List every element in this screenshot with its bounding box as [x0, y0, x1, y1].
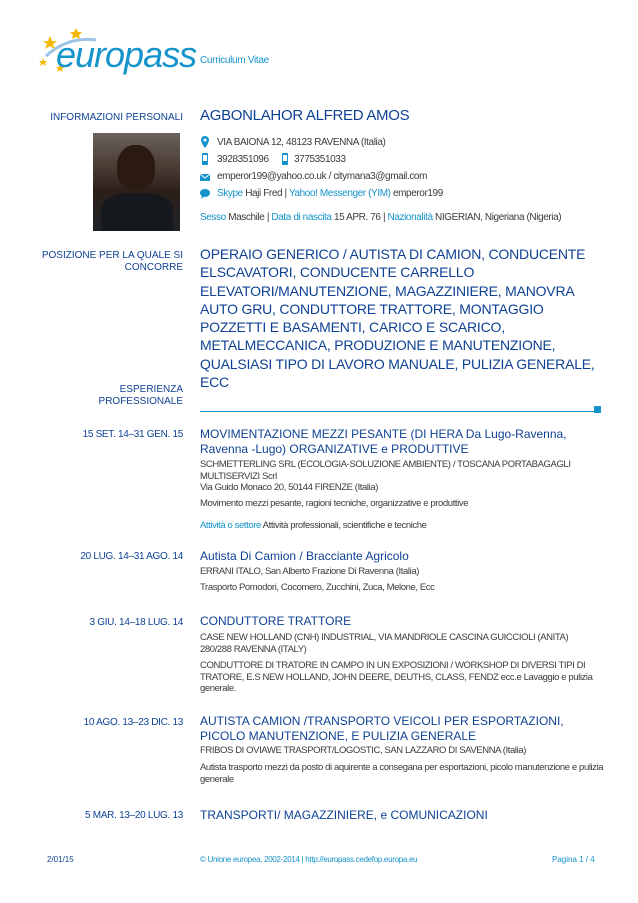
job-title: AUTISTA CAMION /TRANSPORTO VEICOLI PER ESPORTAZIONI, PICOLO MANUTENZIONE, E PULIZIA GENERALE: [200, 714, 564, 743]
chat-icon: [200, 188, 210, 200]
job-description: Trasporto Pomodori, Cocomero, Zucchini, Zuca, Melone, Ecc: [200, 582, 435, 593]
phone-1: 3928351096: [217, 154, 269, 165]
phone-icon: [200, 153, 210, 165]
experience-label-line-2: PROFESSIONALE: [98, 396, 183, 407]
section-label-personal: INFORMAZIONI PERSONALI: [50, 112, 183, 123]
sector-value: Attività professionali, scientifiche e tecniche: [262, 520, 427, 531]
phone-2: 3775351033: [294, 154, 346, 165]
mobile-icon: [280, 153, 290, 165]
sex-value: Maschile: [228, 212, 265, 223]
sex-label: Sesso: [200, 212, 226, 223]
europass-logo: [38, 26, 197, 76]
dob-value: 15 APR. 76: [333, 212, 381, 223]
section-label-experience: [20, 384, 183, 408]
job-title: Autista Di Camion / Bracciante Agricolo: [200, 549, 409, 563]
location-icon: [200, 136, 210, 148]
dob-label: Data di nascita: [271, 212, 332, 223]
nationality-value: NIGERIAN, Nigeriana (Nigeria): [435, 212, 562, 223]
im-value: Haji Fred: [245, 188, 283, 199]
section-divider: [200, 411, 594, 412]
footer-date: 2/01/15: [47, 855, 74, 864]
sector-label: Attività o settore: [200, 520, 261, 531]
job-employer: ERRANI ITALO, San Alberto Frazione Di Ravenna (Italia): [200, 566, 419, 577]
footer-copyright[interactable]: © Unione europea, 2002-2014 | http://europass.cedefop.europa.eu: [200, 855, 418, 864]
doc-title: Curriculum Vitae: [200, 55, 269, 66]
email-icon: [200, 171, 210, 183]
job-employer: FRIBOS DI OVIAWE TRASPORT/LOGOSTIC, SAN LAZZARO DI SAVENNA (Italia): [200, 745, 526, 756]
divider-square: [594, 406, 601, 413]
job-description: Autista trasporto mezzi da posto di aquirente a consegana per esportazioni, picolo manutenzione e pulizia generale: [200, 762, 604, 785]
im-value-2: emperor199: [392, 188, 443, 199]
job-date: 5 MAR. 13–20 LUG. 13: [85, 810, 183, 821]
job-date: 10 AGO. 13–23 DIC. 13: [83, 717, 183, 728]
job-employer: CASE NEW HOLLAND (CNH) INDUSTRIAL, VIA MANDRIOLE CASCINA GUICCIOLI (ANITA) 280/288 RAVENNA (ITALY): [200, 632, 569, 655]
address: VIA BAIONA 12, 48123 RAVENNA (Italia): [217, 137, 386, 148]
job-employer: SCHMETTERLING SRL (ECOLOGIA-SOLUZIONE AMBIENTE) / TOSCANA PORTABAGAGLI MULTISERVIZI Scrl: [200, 459, 571, 482]
photo: [93, 133, 180, 231]
job-title: MOVIMENTAZIONE MEZZI PESANTE (DI HERA Da Lugo-Ravenna, Ravenna -Lugo) ORGANIZATIVE e PRODUTTIVE: [200, 427, 567, 456]
job-title: TRANSPORTI/ MAGAZZINIERE, e COMUNICAZIONI: [200, 808, 488, 822]
position-label-line-2: CONCORRE: [124, 262, 183, 273]
logo-text: europass: [56, 34, 197, 75]
job-date: 15 SET. 14–31 GEN. 15: [82, 429, 183, 440]
position-label-line-1: POSIZIONE PER LA QUALE SI: [41, 250, 183, 261]
im-label: Skype: [217, 188, 243, 199]
im-label-2: Yahoo! Messenger (YIM): [288, 188, 391, 199]
job-title: CONDUTTORE TRATTORE: [200, 614, 352, 628]
job-date: 20 LUG. 14–31 AGO. 14: [80, 551, 183, 562]
job-description: CONDUTTORE DI TRATORE IN CAMPO IN UN EXPOSIZIONI / WORKSHOP DI DIVERSI TIPI DI TRATORE, E.S NEW HOLLAND, JOHN DEERE, DEUTHS, CLASS, FENDZ ecc.e Lavaggio e pulizia generale.: [200, 660, 593, 694]
job-employer-address: Via Guido Monaco 20, 50144 FIRENZE (Italia): [200, 482, 379, 493]
job-description: Movimento mezzi pesante, ragioni tecniche, organizzative e produttive: [200, 498, 469, 509]
position-text: OPERAIO GENERICO / AUTISTA DI CAMION, CONDUCENTE ELSCAVATORI, CONDUCENTE CARRELLO ELEVATORI/MANUTENZIONE, MAGAZZINIERE, MANOVRA AUTO GRU, CONDUTTORE TRATTORE, MONTAGGIO POZZETTI E BASAMENTI, CARICO E SCARICO, METALMECCANICA, PRODUZIONE E MANUTENZIONE, QUALSIASI TIPO DI LAVORO MANUALE, PULIZIA GENERALE, ECC: [200, 246, 595, 391]
email: emperor199@yahoo.co.uk / citymana3@gmail.com: [217, 171, 428, 182]
job-date: 3 GIU. 14–18 LUG. 14: [89, 617, 183, 628]
experience-label-line-1: ESPERIENZA: [119, 384, 183, 395]
footer-page: Pagina 1 / 4: [552, 855, 595, 864]
nationality-label: Nazionalità: [387, 212, 433, 223]
person-name: AGBONLAHOR ALFRED AMOS: [200, 107, 410, 124]
section-label-position: [20, 250, 183, 274]
